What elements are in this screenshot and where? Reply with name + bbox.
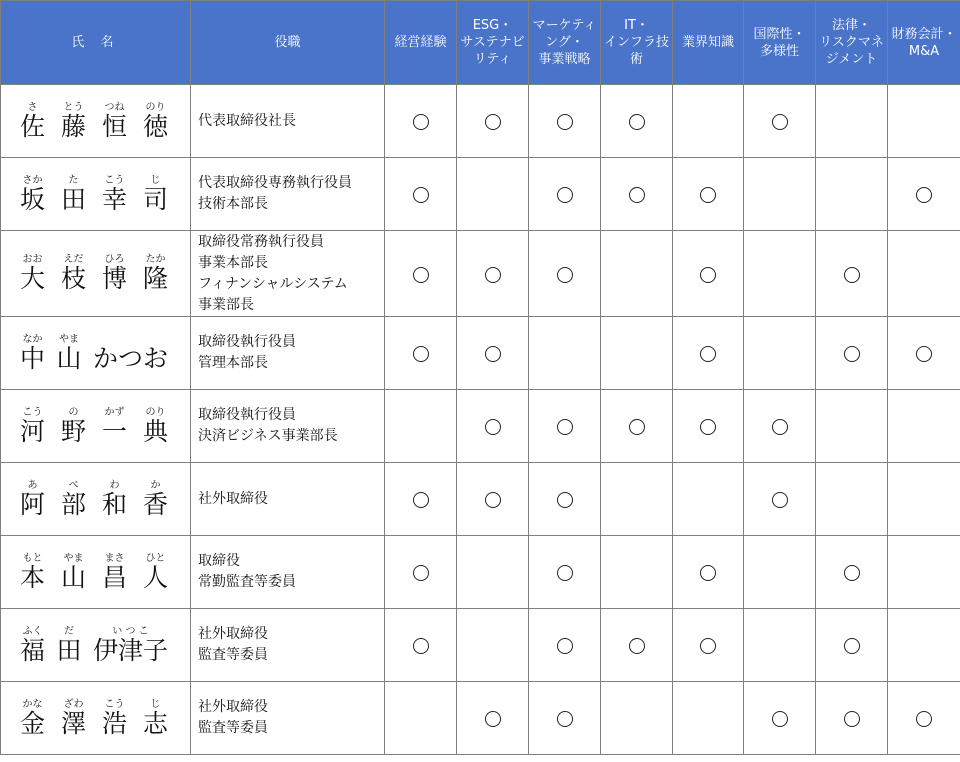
circle-mark-icon	[557, 267, 573, 283]
circle-mark-icon	[413, 565, 429, 581]
name-part	[143, 175, 168, 214]
skill-cell	[673, 317, 744, 390]
skill-cell	[385, 231, 457, 317]
role-line: 常勤監査等委員	[198, 574, 296, 590]
skill-cell	[529, 85, 601, 158]
furigana: さか	[22, 174, 43, 186]
skill-cell	[816, 390, 888, 463]
furigana: おお	[22, 254, 43, 265]
header-skill-line: ESG・	[472, 18, 513, 33]
director-name	[1, 536, 191, 609]
skill-cell	[601, 158, 673, 231]
role-line: 事業本部長	[198, 254, 268, 271]
skill-cell	[888, 463, 960, 536]
role-line: 監査等委員	[198, 720, 268, 736]
skill-cell	[601, 463, 673, 536]
skill-cell	[816, 682, 888, 755]
name-part	[20, 334, 45, 373]
role-line: 取締役執行役員	[198, 334, 296, 350]
skill-cell	[601, 536, 673, 609]
skill-cell	[673, 463, 744, 536]
name-group	[20, 175, 168, 214]
skill-cell	[601, 231, 673, 317]
furigana: えだ	[63, 254, 84, 265]
skill-cell	[673, 609, 744, 682]
director-name	[1, 317, 191, 390]
header-skill-line: サステナビ	[460, 35, 525, 50]
name-part	[102, 553, 127, 592]
director-role	[191, 609, 385, 682]
circle-mark-icon	[485, 419, 501, 435]
furigana: さ	[27, 101, 38, 113]
circle-mark-icon	[700, 638, 716, 654]
circle-mark-icon	[413, 346, 429, 362]
circle-mark-icon	[772, 711, 788, 727]
name-kanji: 澤	[60, 708, 86, 738]
name-part	[20, 102, 45, 141]
circle-mark-icon	[629, 114, 645, 130]
header-skill	[816, 1, 888, 85]
header-skill	[529, 1, 601, 85]
header-skill	[888, 1, 960, 85]
role-line: 社外取締役	[198, 490, 268, 507]
circle-mark-icon	[629, 638, 645, 654]
header-skill	[673, 1, 744, 85]
name-kanji: 阿	[20, 489, 46, 519]
name-kanji: 山	[60, 562, 86, 592]
skill-cell	[385, 158, 457, 231]
role-line: フィナンシャルシステム	[198, 275, 348, 292]
table-row	[1, 390, 960, 463]
furigana: ひと	[145, 552, 166, 564]
table-row	[1, 231, 960, 317]
header-skill-line: マーケティ	[532, 18, 597, 33]
table-row	[1, 85, 960, 158]
circle-mark-icon	[844, 638, 860, 654]
skill-cell	[888, 390, 960, 463]
skill-cell	[601, 85, 673, 158]
name-group	[20, 407, 168, 446]
circle-mark-icon	[485, 492, 501, 508]
director-role	[191, 85, 385, 158]
director-role	[191, 682, 385, 755]
skill-cell	[816, 85, 888, 158]
circle-mark-icon	[413, 267, 429, 283]
skill-cell	[744, 317, 816, 390]
skill-cell	[457, 536, 529, 609]
skill-cell	[457, 609, 529, 682]
skill-cell	[673, 158, 744, 231]
name-kanji: 伊津子	[92, 635, 168, 665]
header-skill-line: ング・	[545, 35, 584, 50]
skill-cell	[816, 463, 888, 536]
circle-mark-icon	[413, 114, 429, 130]
name-part	[143, 553, 168, 592]
skill-cell	[888, 158, 960, 231]
name-group	[20, 334, 168, 373]
table-row	[1, 158, 960, 231]
skill-cell	[529, 390, 601, 463]
furigana: とう	[63, 101, 84, 113]
skill-cell	[457, 463, 529, 536]
name-group	[20, 699, 168, 738]
skill-cell	[601, 317, 673, 390]
header-role: 役職	[191, 1, 385, 85]
name-group	[20, 626, 168, 665]
header-skill	[601, 1, 673, 85]
skill-cell	[673, 536, 744, 609]
name-part	[20, 407, 45, 446]
furigana: こう	[104, 698, 125, 710]
name-part	[93, 334, 168, 373]
name-part	[61, 102, 86, 141]
header-skill	[744, 1, 816, 85]
name-part	[61, 407, 86, 446]
circle-mark-icon	[700, 419, 716, 435]
name-kanji: 田	[60, 184, 86, 214]
name-part	[143, 480, 168, 519]
name-group	[20, 102, 168, 141]
furigana: じ	[150, 698, 161, 710]
skill-cell	[673, 85, 744, 158]
circle-mark-icon	[629, 419, 645, 435]
furigana: か	[150, 479, 161, 491]
furigana: こう	[22, 406, 43, 418]
name-kanji: 志	[142, 708, 168, 738]
furigana: やま	[63, 552, 84, 564]
furigana: わ	[109, 479, 120, 491]
name-part	[102, 407, 127, 446]
director-role	[191, 390, 385, 463]
header-skill-line: 財務会計・	[891, 26, 957, 42]
name-kanji: かつお	[92, 343, 168, 373]
name-part	[20, 254, 45, 293]
furigana: かず	[104, 406, 125, 418]
name-part	[102, 175, 127, 214]
furigana: こう	[104, 174, 125, 186]
circle-mark-icon	[916, 711, 932, 727]
director-role	[191, 317, 385, 390]
skill-cell	[888, 231, 960, 317]
skill-cell	[529, 158, 601, 231]
table-row	[1, 609, 960, 682]
role-line: 代表取締役専務執行役員	[198, 175, 352, 191]
name-part	[143, 254, 168, 293]
name-part	[102, 480, 127, 519]
name-kanji: 佐	[20, 111, 46, 141]
name-kanji: 藤	[60, 111, 86, 141]
table-row	[1, 463, 960, 536]
name-part	[61, 699, 86, 738]
name-kanji: 野	[60, 416, 86, 446]
name-part	[61, 254, 86, 293]
skill-cell	[744, 463, 816, 536]
furigana: かな	[22, 698, 43, 710]
skill-cell	[601, 682, 673, 755]
skill-cell	[888, 536, 960, 609]
skill-cell	[888, 609, 960, 682]
name-part	[61, 175, 86, 214]
furigana: ひろ	[104, 254, 125, 265]
director-name	[1, 85, 191, 158]
furigana: の	[68, 406, 79, 418]
director-role	[191, 463, 385, 536]
skill-cell	[385, 317, 457, 390]
header-skill-line: 法律・	[831, 18, 871, 33]
name-part	[93, 626, 168, 665]
name-kanji: 司	[142, 184, 168, 214]
circle-mark-icon	[485, 267, 501, 283]
furigana: たか	[145, 254, 166, 265]
name-kanji: 福	[20, 635, 46, 665]
header-skill	[385, 1, 457, 85]
skill-cell	[744, 609, 816, 682]
circle-mark-icon	[916, 187, 932, 203]
header-skill-line: ジメント	[825, 52, 878, 67]
circle-mark-icon	[557, 565, 573, 581]
skill-cell	[673, 682, 744, 755]
circle-mark-icon	[844, 346, 860, 362]
name-part	[143, 699, 168, 738]
name-kanji: 幸	[101, 184, 127, 214]
skill-cell	[385, 390, 457, 463]
skill-cell	[457, 158, 529, 231]
circle-mark-icon	[700, 187, 716, 203]
furigana: のり	[145, 406, 166, 418]
name-kanji: 人	[142, 562, 168, 592]
furigana: だ	[63, 625, 74, 637]
name-part	[61, 553, 86, 592]
table-row	[1, 317, 960, 390]
name-kanji: 田	[56, 635, 82, 665]
skill-cell	[457, 85, 529, 158]
circle-mark-icon	[485, 711, 501, 727]
role-line: 代表取締役社長	[198, 112, 296, 129]
director-role	[191, 158, 385, 231]
director-name	[1, 390, 191, 463]
skill-cell	[529, 682, 601, 755]
header-name: 氏 名	[1, 1, 191, 85]
role-line: 決済ビジネス事業部長	[198, 428, 338, 444]
furigana: た	[68, 174, 79, 186]
skill-cell	[457, 317, 529, 390]
header-row	[1, 1, 960, 85]
director-name	[1, 609, 191, 682]
name-part	[20, 175, 45, 214]
name-kanji: 隆	[142, 264, 168, 293]
circle-mark-icon	[772, 492, 788, 508]
director-name	[1, 682, 191, 755]
name-kanji: 和	[101, 489, 127, 519]
circle-mark-icon	[485, 114, 501, 130]
name-kanji: 香	[142, 489, 168, 519]
skill-cell	[601, 390, 673, 463]
director-name	[1, 463, 191, 536]
name-kanji: 一	[101, 416, 127, 446]
header-skill-line: M&A	[908, 43, 940, 59]
circle-mark-icon	[557, 187, 573, 203]
director-role	[191, 231, 385, 317]
role-line: 管理本部長	[198, 355, 268, 371]
role-line: 取締役	[198, 553, 240, 569]
role-line: 社外取締役	[198, 699, 268, 715]
furigana: なか	[22, 333, 43, 345]
table-row	[1, 536, 960, 609]
name-kanji: 金	[20, 708, 46, 738]
skill-cell	[385, 463, 457, 536]
circle-mark-icon	[413, 492, 429, 508]
name-part	[102, 699, 127, 738]
name-part	[20, 699, 45, 738]
name-kanji: 恒	[101, 111, 127, 141]
circle-mark-icon	[629, 187, 645, 203]
furigana: ざわ	[63, 698, 84, 710]
skill-cell	[529, 231, 601, 317]
skill-cell	[744, 85, 816, 158]
header-skill-line: 事業戦略	[538, 52, 591, 67]
role-line: 事業部長	[198, 296, 254, 313]
skill-cell	[744, 158, 816, 231]
circle-mark-icon	[557, 638, 573, 654]
circle-mark-icon	[844, 565, 860, 581]
skill-cell	[385, 682, 457, 755]
skill-cell	[529, 536, 601, 609]
skill-cell	[673, 390, 744, 463]
furigana: ふく	[22, 625, 43, 637]
name-kanji: 浩	[101, 708, 127, 738]
name-kanji: 本	[20, 562, 46, 592]
skill-cell	[529, 463, 601, 536]
header-skill-line: インフラ技術	[603, 35, 669, 67]
circle-mark-icon	[916, 346, 932, 362]
furigana: い つ こ	[112, 625, 149, 637]
circle-mark-icon	[413, 187, 429, 203]
circle-mark-icon	[557, 492, 573, 508]
furigana: もと	[22, 552, 43, 564]
skill-cell	[744, 536, 816, 609]
circle-mark-icon	[413, 638, 429, 654]
skill-cell	[457, 682, 529, 755]
skill-cell	[457, 231, 529, 317]
name-part	[61, 480, 86, 519]
furigana: やま	[58, 333, 79, 345]
circle-mark-icon	[772, 114, 788, 130]
name-part	[143, 102, 168, 141]
name-kanji: 博	[101, 264, 127, 293]
name-kanji: 中	[20, 343, 46, 373]
role-line: 監査等委員	[198, 647, 268, 663]
name-kanji: 河	[20, 416, 46, 446]
role-line: 取締役執行役員	[198, 407, 296, 423]
header-skill-line: リティ	[473, 52, 512, 67]
director-role	[191, 536, 385, 609]
skill-cell	[673, 231, 744, 317]
name-group	[20, 480, 168, 519]
name-kanji: 山	[56, 343, 82, 373]
skill-cell	[888, 85, 960, 158]
name-group	[20, 254, 168, 293]
header-skill-line: IT・	[624, 18, 649, 33]
name-part	[143, 407, 168, 446]
circle-mark-icon	[557, 711, 573, 727]
name-part	[102, 102, 127, 141]
name-group	[20, 553, 168, 592]
furigana: のり	[145, 101, 166, 113]
furigana: べ	[68, 479, 79, 491]
role-line: 社外取締役	[198, 626, 268, 642]
skill-cell	[816, 158, 888, 231]
circle-mark-icon	[844, 267, 860, 283]
skill-cell	[385, 609, 457, 682]
furigana: まさ	[104, 552, 125, 564]
circle-mark-icon	[700, 267, 716, 283]
circle-mark-icon	[557, 419, 573, 435]
circle-mark-icon	[700, 346, 716, 362]
name-kanji: 徳	[142, 111, 168, 141]
name-part	[20, 626, 45, 665]
skill-cell	[744, 682, 816, 755]
skill-cell	[744, 231, 816, 317]
furigana: つね	[104, 101, 125, 113]
header-skill-line: 多様性	[759, 43, 799, 59]
header-skill-line: リスクマネ	[819, 35, 884, 50]
header-skill-line: 国際性・	[753, 26, 806, 42]
skill-cell	[529, 317, 601, 390]
name-part	[20, 553, 45, 592]
name-part	[56, 626, 81, 665]
role-line: 技術本部長	[198, 196, 268, 212]
name-kanji: 昌	[101, 562, 127, 592]
skill-cell	[385, 85, 457, 158]
skill-cell	[816, 317, 888, 390]
header-skill-line: 業界知識	[681, 35, 734, 50]
circle-mark-icon	[772, 419, 788, 435]
skill-cell	[529, 609, 601, 682]
skill-cell	[816, 536, 888, 609]
director-name	[1, 231, 191, 317]
skill-cell	[816, 609, 888, 682]
table-row	[1, 682, 960, 755]
name-kanji: 枝	[60, 264, 86, 293]
name-part	[102, 254, 127, 293]
name-kanji: 典	[142, 416, 168, 446]
skill-cell	[457, 390, 529, 463]
name-kanji: 坂	[20, 184, 46, 214]
skill-cell	[888, 317, 960, 390]
director-name	[1, 158, 191, 231]
name-part	[56, 334, 81, 373]
header-skill-line: 経営経験	[394, 35, 447, 50]
skill-cell	[888, 682, 960, 755]
circle-mark-icon	[844, 711, 860, 727]
skill-cell	[601, 609, 673, 682]
table-body	[1, 85, 960, 755]
furigana: じ	[150, 174, 161, 186]
name-kanji: 部	[60, 489, 86, 519]
circle-mark-icon	[557, 114, 573, 130]
circle-mark-icon	[485, 346, 501, 362]
skill-cell	[744, 390, 816, 463]
name-kanji: 大	[20, 264, 46, 293]
header-skill	[457, 1, 529, 85]
skill-cell	[816, 231, 888, 317]
circle-mark-icon	[700, 565, 716, 581]
furigana: あ	[27, 479, 38, 491]
name-part	[20, 480, 45, 519]
skill-cell	[385, 536, 457, 609]
role-line: 取締役常務執行役員	[198, 233, 324, 250]
